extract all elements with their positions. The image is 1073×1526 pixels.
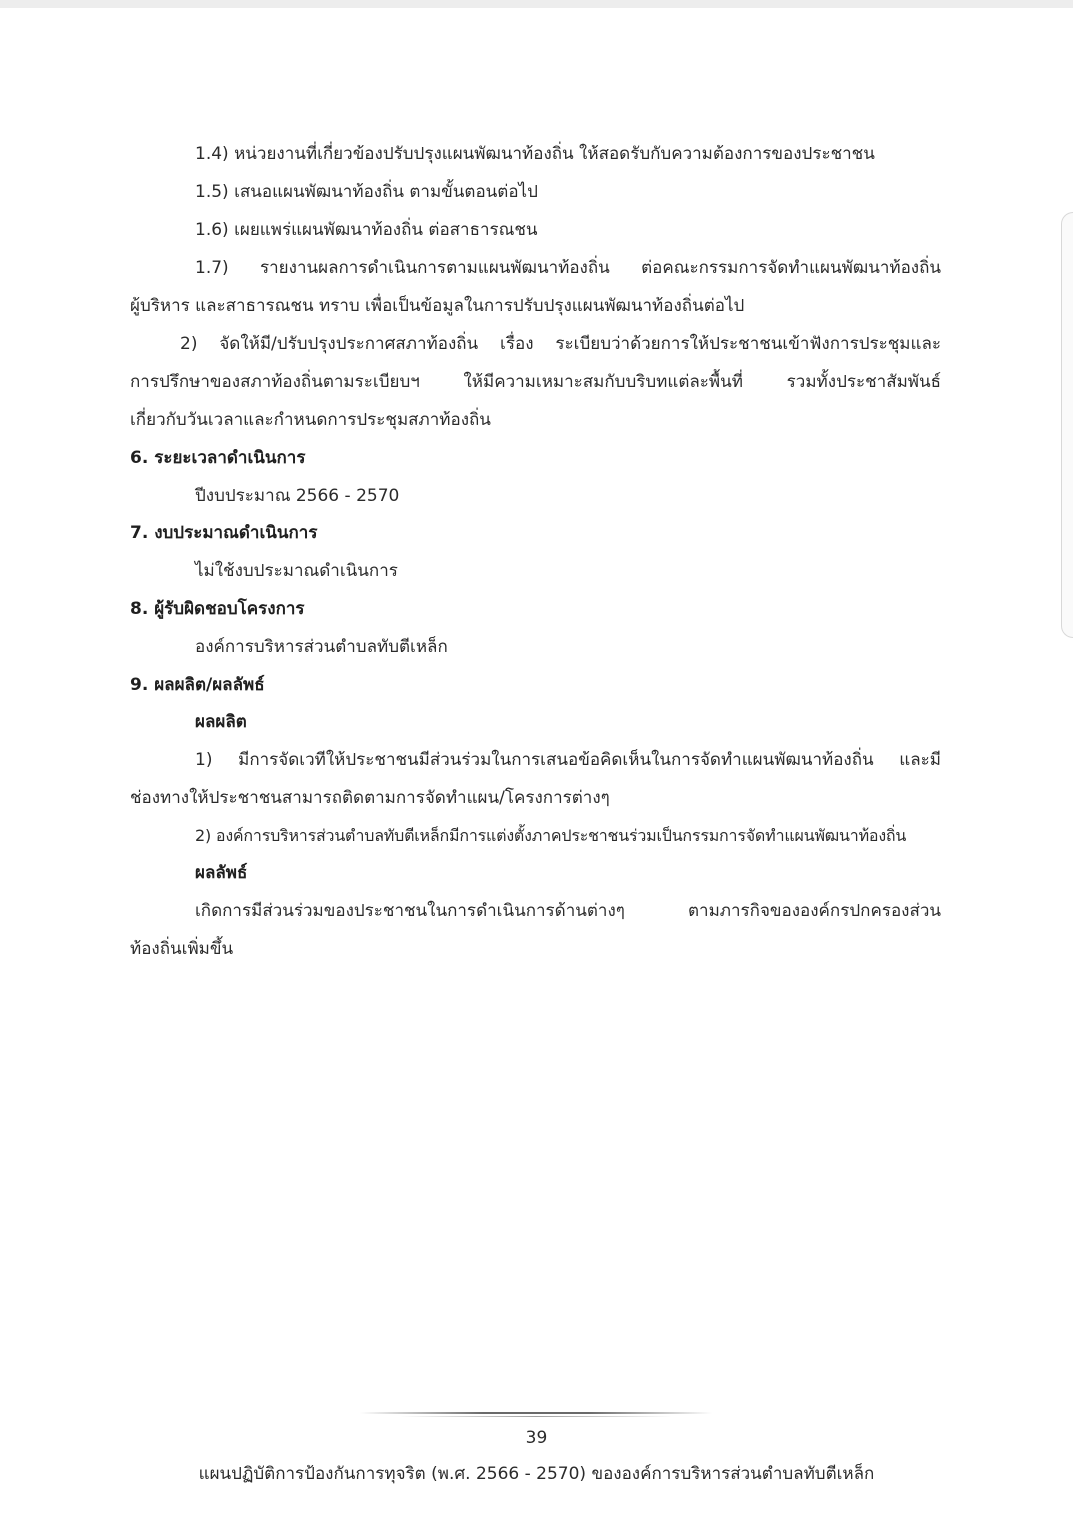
outcome-heading: ผลลัพธ์ — [195, 863, 248, 883]
footer-divider — [360, 1412, 712, 1414]
output-heading: ผลผลิต — [195, 712, 247, 732]
item-1-6: 1.6) เผยแพร่แผนพัฒนาท้องถิ่น ต่อสาธารณชน — [195, 220, 538, 240]
section-7-text: ไม่ใช้งบประมาณดำเนินการ — [195, 561, 398, 581]
footer-document-title: แผนปฏิบัติการป้องกันการทุจริต (พ.ศ. 2566 - 2570) ขององค์การบริหารส่วนตำบลทับตีเหล็ก — [198, 1464, 875, 1484]
section-9-heading: 9. ผลผลิต/ผลลัพธ์ — [130, 675, 265, 695]
output-1-line1: 1) มีการจัดเวทีให้ประชาชนมีส่วนร่วมในการเสนอข้อคิดเห็นในการจัดทำแผนพัฒนาท้องถิ่น และมี — [195, 750, 941, 770]
output-1-line2: ช่องทางให้ประชาชนสามารถติดตามการจัดทำแผน/โครงการต่างๆ — [130, 788, 610, 808]
section-6-text: ปีงบประมาณ 2566 - 2570 — [195, 486, 400, 506]
output-2: 2) องค์การบริหารส่วนตำบลทับตีเหล็กมีการแต่งตั้งภาคประชาชนร่วมเป็นกรรมการจัดทำแผนพัฒนาท้องถิ่น — [195, 826, 907, 845]
item-1-7-line1: 1.7) รายงานผลการดำเนินการตามแผนพัฒนาท้องถิ่น ต่อคณะกรรมการจัดทำแผนพัฒนาท้องถิ่น — [195, 258, 941, 278]
footer-divider-shadow — [400, 1416, 672, 1417]
page-number: 39 — [525, 1428, 548, 1448]
outcome-1-line1: เกิดการมีส่วนร่วมของประชาชนในการดำเนินการด้านต่างๆ ตามภารกิจขององค์กรปกครองส่วน — [195, 901, 941, 921]
outcome-1-line2: ท้องถิ่นเพิ่มขึ้น — [130, 939, 234, 959]
item-2-line1: 2) จัดให้มี/ปรับปรุงประกาศสภาท้องถิ่น เรื่อง ระเบียบว่าด้วยการให้ประชาชนเข้าฟังการประชุมและ — [180, 334, 941, 354]
item-1-4: 1.4) หน่วยงานที่เกี่ยวข้องปรับปรุงแผนพัฒนาท้องถิ่น ให้สอดรับกับความต้องการของประชาชน — [195, 144, 875, 164]
section-7-heading: 7. งบประมาณดำเนินการ — [130, 523, 318, 543]
section-8-heading: 8. ผู้รับผิดชอบโครงการ — [130, 599, 305, 619]
section-8-text: องค์การบริหารส่วนตำบลทับตีเหล็ก — [195, 637, 448, 657]
item-1-7-line2: ผู้บริหาร และสาธารณชน ทราบ เพื่อเป็นข้อมูลในการปรับปรุงแผนพัฒนาท้องถิ่นต่อไป — [130, 296, 745, 316]
item-2-line2: การปรึกษาของสภาท้องถิ่นตามระเบียบฯ ให้มีความเหมาะสมกับบริบทแต่ละพื้นที่ รวมทั้งประชาสัมพันธ์ — [130, 372, 941, 392]
item-2-line3: เกี่ยวกับวันเวลาและกำหนดการประชุมสภาท้องถิ่น — [130, 410, 491, 430]
item-1-5: 1.5) เสนอแผนพัฒนาท้องถิ่น ตามขั้นตอนต่อไป — [195, 182, 538, 202]
section-6-heading: 6. ระยะเวลาดำเนินการ — [130, 448, 306, 468]
